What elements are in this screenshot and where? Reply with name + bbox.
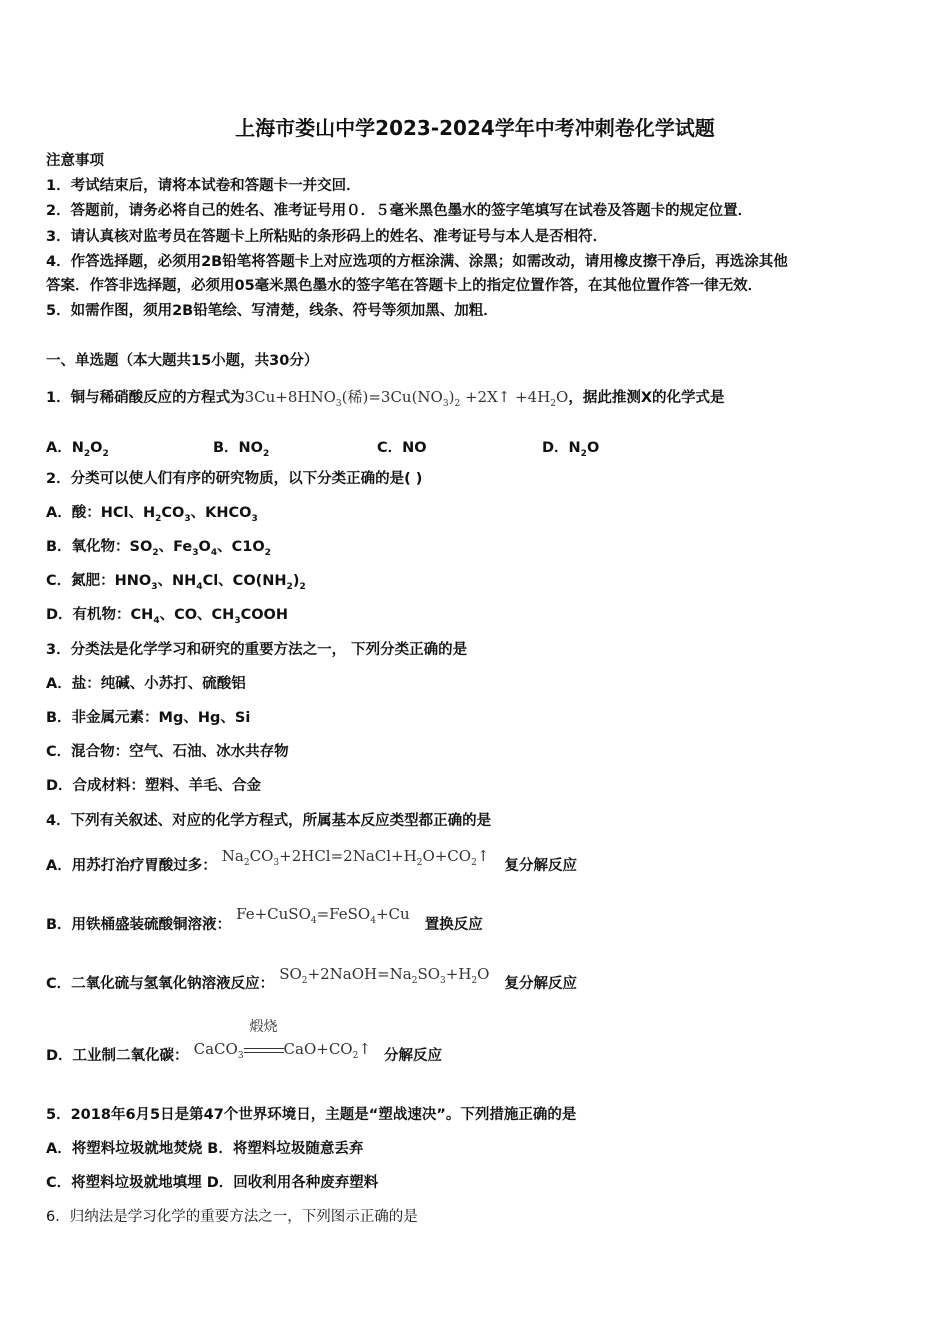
q1-option-a[interactable]: A．$N_2O_2$ — [46, 440, 109, 459]
q4-option-b[interactable]: B．用铁桶盛装硫酸铜溶液： Fe+CuSO$_4$=FeSO$_4$+Cu 置换反应 — [46, 905, 483, 933]
q5-options-row-1[interactable]: A．将塑料垃圾就地焚烧 B．将塑料垃圾随意丢弃 — [46, 1141, 364, 1157]
q2-option-d[interactable]: D．有机物：$CH_4$、CO、$CH_3COOH$ — [46, 607, 289, 626]
notice-heading: 注意事项 — [46, 153, 104, 169]
q3-option-d[interactable]: D．合成材料：塑料、羊毛、合金 — [46, 778, 262, 794]
question-3: 3．分类法是化学学习和研究的重要方法之一， 下列分类正确的是 — [46, 642, 468, 658]
q1-option-d[interactable]: D．$N_2O$ — [542, 440, 600, 459]
q1-option-c[interactable]: C．NO — [377, 440, 427, 456]
q4-option-c[interactable]: C．二氧化硫与氢氧化钠溶液反应： $SO_2+2NaOH=Na_2SO_3+H_2O$ 复分解反应 — [46, 965, 578, 992]
section-heading: 一、单选题（本大题共15小题，共30分） — [46, 353, 319, 369]
q1-option-b[interactable]: B．$NO_2$ — [213, 440, 270, 459]
notice-item: 3．请认真核对监考员在答题卡上所粘贴的条形码上的姓名、准考证号与本人是否相符． — [46, 229, 608, 245]
notice-item: 2．答题前，请务必将自己的姓名、准考证号用０．５毫米黑色墨水的签字笔填写在试卷及答题卡的规定位置． — [46, 203, 753, 219]
question-6: 6．归纳法是学习化学的重要方法之一，下列图示正确的是 — [46, 1209, 418, 1225]
equation: $3Cu+8HNO_3$(稀)$=3Cu(NO_3)_2$ +2X↑ $+4H_2O$ — [244, 388, 569, 409]
notice-item: 4．作答选择题，必须用2B铅笔将答题卡上对应选项的方框涂满、涂黑；如需改动，请用橡皮擦干净后，再选涂其他 — [46, 254, 788, 270]
notice-item: 5．如需作图，须用2B铅笔绘、写清楚，线条、符号等须加黑、加粗． — [46, 303, 498, 319]
equals-sign — [244, 1048, 284, 1053]
question-5: 5．2018年6月5日是第47个世界环境日，主题是“塑战速决”。下列措施正确的是 — [46, 1107, 577, 1123]
q2-option-a[interactable]: A．酸：HCl、$H_2CO_3$、$KHCO_3$ — [46, 505, 258, 524]
q3-option-c[interactable]: C．混合物：空气、石油、冰水共存物 — [46, 744, 289, 760]
q3-option-a[interactable]: A．盐：纯碱、小苏打、硫酸铝 — [46, 676, 246, 692]
notice-item: 答案．作答非选择题，必须用05毫米黑色墨水的签字笔在答题卡上的指定位置作答，在其他位置作答一律无效． — [46, 278, 763, 294]
question-1: 1．铜与稀硝酸反应的方程式为$3Cu+8HNO_3$(稀)$=3Cu(NO_3)_2$ +2X↑ $+4H_2O$，据此推测X的化学式是 — [46, 388, 725, 409]
page-title: 上海市娄山中学2023-2024学年中考冲刺卷化学试题 — [235, 116, 715, 140]
q3-option-b[interactable]: B．非金属元素：Mg、Hg、Si — [46, 710, 251, 726]
notice-item: 1．考试结束后，请将本试卷和答题卡一并交回． — [46, 178, 361, 194]
question-2: 2．分类可以使人们有序的研究物质，以下分类正确的是( ) — [46, 471, 423, 487]
q2-option-b[interactable]: B．氧化物：$SO_2$、$Fe_3O_4$、$C1O_2$ — [46, 539, 271, 558]
q5-options-row-2[interactable]: C．将塑料垃圾就地填埋 D．回收利用各种废弃塑料 — [46, 1175, 379, 1191]
heat-condition: 煅烧 — [249, 1019, 278, 1035]
q4-option-d[interactable]: D．工业制二氧化碳： CaCO$_3$ 煅烧 $CaO+CO_2↑$ 分解反应 — [46, 1019, 442, 1064]
q2-option-c[interactable]: C．氮肥：$HNO_3$、$NH_4Cl$、$CO(NH_2)_2$ — [46, 573, 306, 592]
question-4: 4．下列有关叙述、对应的化学方程式，所属基本反应类型都正确的是 — [46, 813, 492, 829]
q4-option-a[interactable]: A．用苏打治疗胃酸过多： $Na_2CO_3+2HCl=2NaCl+H_2O+CO_2↑$ 复分解反应 — [46, 847, 577, 874]
